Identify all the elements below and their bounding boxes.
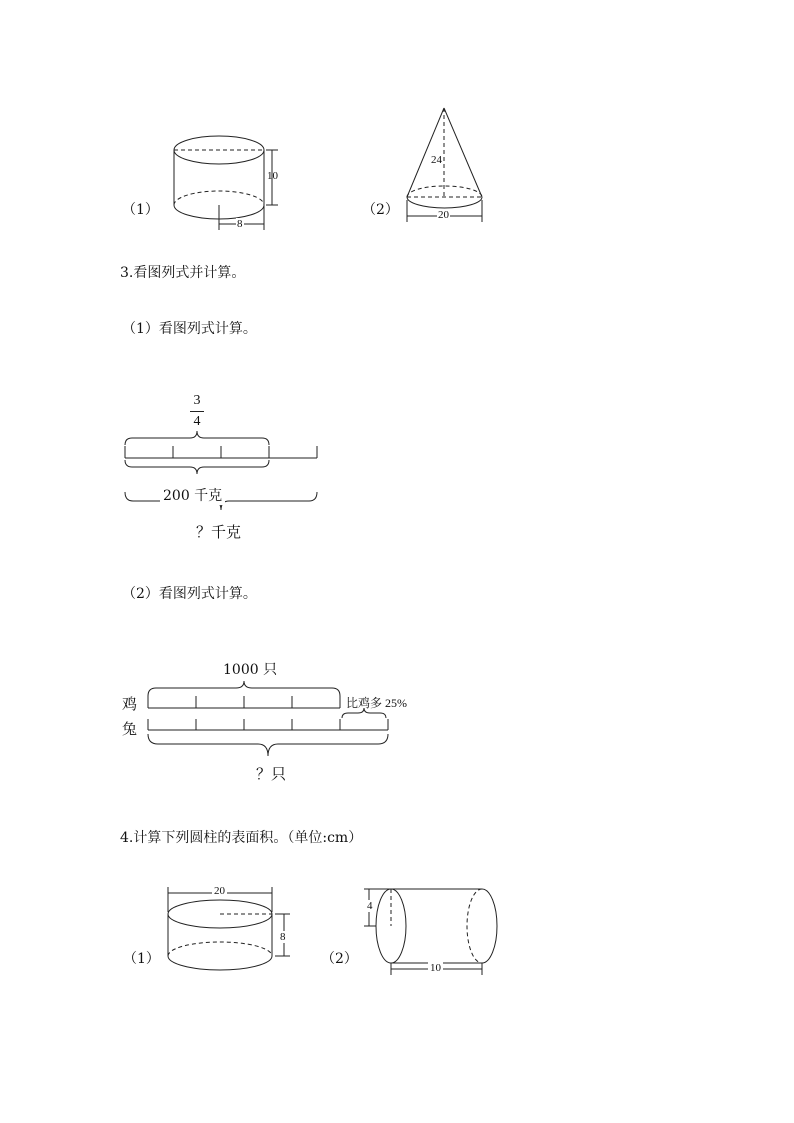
q3-part2-unknown: ？只 — [256, 765, 287, 783]
q3-part2-row2-label: 兔 — [122, 720, 138, 738]
q4-figure-2-label: （2） — [321, 951, 358, 967]
top-figure-2-height: 24 — [431, 154, 442, 166]
q3-part2-row1-label: 鸡 — [122, 695, 138, 713]
q3-part1-title: （1）看图列式计算。 — [122, 321, 257, 337]
q3-part1-frac-den: 4 — [193, 414, 201, 429]
top-figure-1-label: （1） — [122, 202, 159, 218]
q3-part2-extra-label: 比鸡多 25% — [346, 696, 407, 710]
q3-part1-known: 200 千克 — [160, 485, 225, 505]
q4-cyl2-right-front — [482, 889, 497, 963]
q4-figure-1-height: 8 — [280, 931, 286, 943]
q4-figure-2-length: 10 — [430, 962, 441, 974]
q3-part2-title: （2）看图列式计算。 — [122, 586, 257, 602]
q3-part1-frac-num: 3 — [193, 393, 201, 408]
q4-figure-1-diameter: 20 — [214, 885, 225, 897]
q4-cyl2-right-back — [467, 889, 482, 963]
top-figure-2-diameter: 20 — [438, 209, 449, 221]
q3-title: 3.看图列式并计算。 — [120, 265, 246, 281]
q4-title: 4.计算下列圆柱的表面积。（单位:cm） — [120, 830, 363, 846]
q4-figure-1-label: （1） — [123, 951, 160, 967]
top-figure-2-label: （2） — [362, 202, 399, 218]
q3-part2-known: 1000 只 — [223, 662, 278, 678]
top-figure-1-height: 10 — [267, 170, 278, 182]
top-figure-1-radius: 8 — [237, 218, 243, 230]
q4-figure-2-radius: 4 — [367, 900, 373, 912]
q3-part1-unknown: ？千克 — [196, 523, 242, 541]
